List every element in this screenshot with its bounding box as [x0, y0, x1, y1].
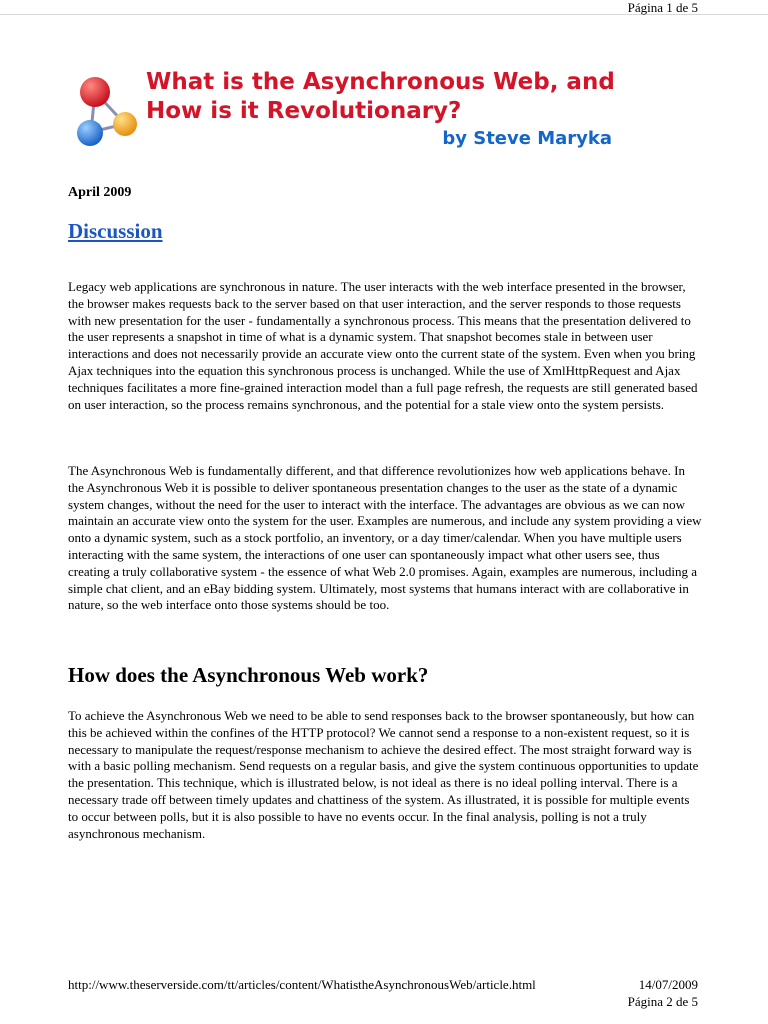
paragraph-2: The Asynchronous Web is fundamentally different, and that difference revolutionizes how web applications behave. In the Asynchronous Web it is possible to deliver spontaneous presentation changes to the user as the state of a dynamic system changes, without the need for the user to interact with the interface. The advantages are obvious as we can now maintain an accurate view onto the system for the user. Examples are numerous, and include any system providing a view onto a dynamic system, such as a stock portfolio, an inventory, or a day timer/calendar. When you have multiple users interacting with the same system, the interactions of one user can spontaneously impact what other users see, thus creating a truly collaborative system - the essence of what Web 2.0 promises. Again, examples are numerous, including a simple chat client, and an eBay bidding system. Ultimately, most systems that humans interact with are collaborative in nature, so the web interface onto those systems should be too. — [68, 463, 702, 613]
discussion-heading-link[interactable]: Discussion — [68, 219, 163, 243]
paragraph-3: To achieve the Asynchronous Web we need to be able to send responses back to the browser spontaneously, but how can this be achieved within the confines of the HTTP protocol? We cannot send a response to a non-existent request, so it is necessary to manipulate the request/response mechanism to achieve the desired effect. The most straight forward way is with a basic polling mechanism. Send requests on a regular basis, and give the system continuous opportunities to update the presentation. This technique, which is illustrated below, is not ideal as there is no ideal polling interval. There is a necessary trade off between timely updates and chattiness of the system. As illustrated, it is possible for multiple events to occur between polls, but it is also possible to have no events occur. In the final analysis, polling is not a truly asynchronous mechanism. — [68, 708, 699, 841]
paragraph-1: Legacy web applications are synchronous in nature. The user interacts with the web interface presented in the browser, the browser makes requests back to the server based on that user interaction, and the server responds to those requests with new presentation for the user - fundamentally a synchronous process. This means that the presentation delivered to the user represents a snapshot in time of what is a dynamic system. That snapshot becomes stale in between user interactions and does not necessarily provide an accurate view onto the current state of the system. Even when you bring Ajax techniques into the equation this synchronous process is unchanged. While the use of XmlHttpRequest and Ajax techniques facilitates a more fine-grained interaction model than a full page refresh, the requests are still generated based on user interaction, so the process remains synchronous, and the potential for a stale view onto the system persists. — [68, 279, 698, 412]
section-heading: How does the Asynchronous Web work? — [68, 663, 429, 687]
article-date: April 2009 — [68, 185, 132, 200]
footer-date: 14/07/2009 — [638, 977, 698, 992]
article-byline: by Steve Maryka — [442, 128, 612, 149]
article-title: What is the Asynchronous Web, and How is it Revolutionary? — [146, 69, 615, 124]
page-number-top: Página 1 de 5 — [627, 0, 698, 15]
molecule-logo-icon — [70, 70, 142, 150]
page-number-bottom: Página 2 de 5 — [627, 994, 698, 1009]
footer-url: http://www.theserverside.com/tt/articles/content/WhatistheAsynchronousWeb/article.html — [68, 977, 536, 992]
